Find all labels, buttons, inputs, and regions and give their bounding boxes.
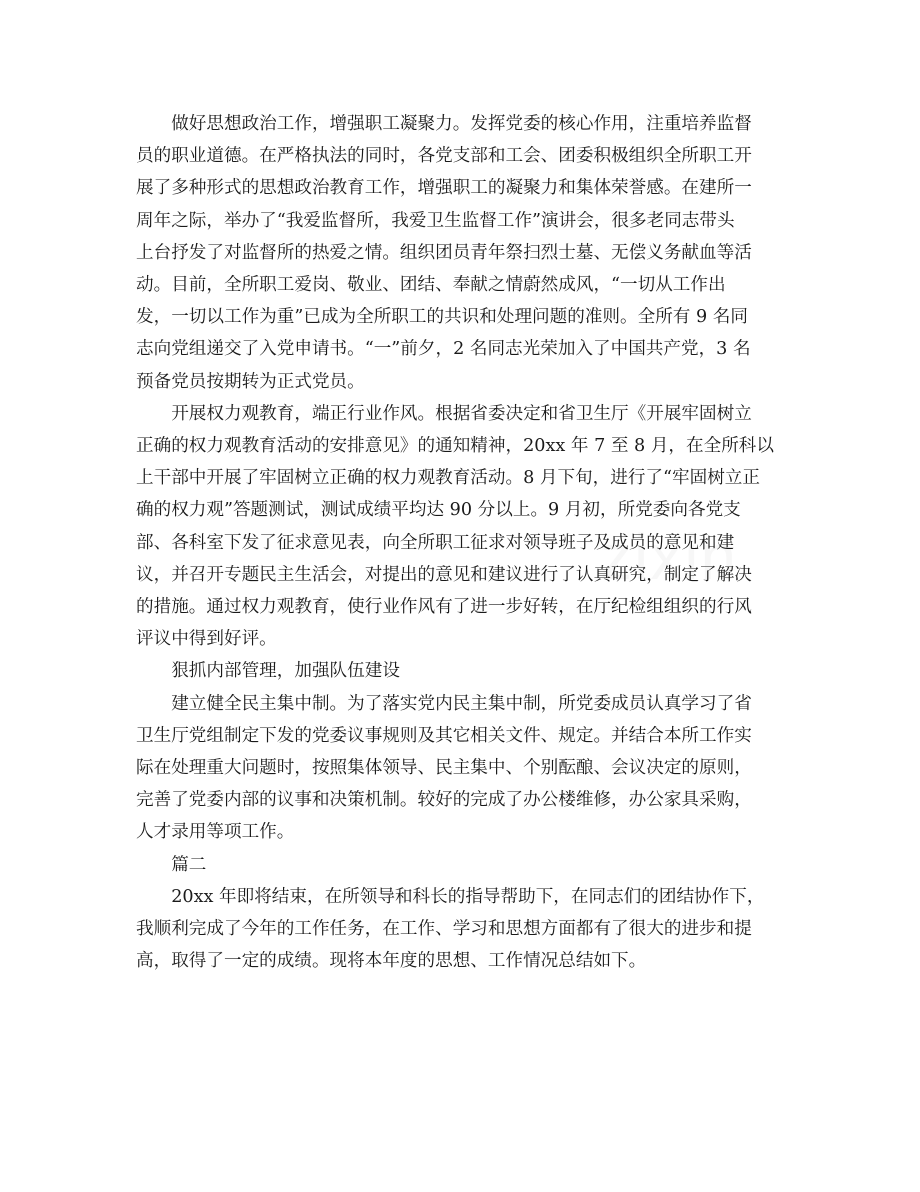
section-heading-internal-management: 狠抓内部管理，加强队伍建设 [171,661,400,682]
paragraph-ideological-work: 做好思想政治工作，增强职工凝聚力。发挥党委的核心作用，注重培养监督 员的职业道德。在严格执法的同时，各党支部和工会、团委积极组织全所职工开 展了多种形式的思想政治教育工作，增强职工的凝聚力和集体荣誉感。在建所一 周年之际，举办了“我爱监督所，我爱卫生监督工作”演讲会，很多老同志带头 上台抒发了对监督所的热爱之情。组织团员青年祭扫烈士墓、无偿义务献血等活 动。目前，全所职工爱岗、敬业、团结、奉献之情蔚然成风，“一切从工作出 发，一切以工作为重”已成为全所职工的共识和处理问题的准则。全所有 9 名同 志向党组递交了入党申请书。“一”前夕，2 名同志光荣加入了中国共产党，3 名 预备党员按期转为正式党员。 [136,114,752,392]
paragraph-democratic-centralism: 建立健全民主集中制。为了落实党内民主集中制，所党委成员认真学习了省 卫生厅党组制定下发的党委议事规则及其它相关文件、规定。并结合本所工作实 际在处理重大问题时，按照集体领导、民主集中、个别酝酿、会议决定的原则， 完善了党委内部的议事和决策机制。较好的完成了办公楼维修，办公家具采购， 人才录用等项工作。 [136,693,752,843]
section-heading-part-two: 篇二 [171,854,207,875]
paragraph-annual-summary-intro: 20xx 年即将结束，在所领导和科长的指导帮助下，在同志们的团结协作下， 我顺利完成了今年的工作任务，在工作、学习和思想方面都有了很大的进步和提 高，取得了一定的成绩。现将本年度的思想、工作情况总结如下。 [136,886,765,972]
paragraph-power-view-education: 开展权力观教育，端正行业作风。根据省委决定和省卫生厅《开展牢固树立 正确的权力观教育活动的安排意见》的通知精神，20xx 年 7 至 8 月，在全所科以 上干部中开展了牢固树立正确的权力观教育活动。8 月下旬，进行了“牢固树立正 确的权力观”答题测试，测试成绩平均达 90 分以上。9 月初，所党委向各党支 部、各科室下发了征求意见表，向全所职工征求对领导班子及成员的意见和建 议，并召开专题民主生活会，对提出的意见和建议进行了认真研究，制定了解决 的措施。通过权力观教育，使行业作风有了进一步好转，在厅纪检组组织的行风 评议中得到好评。 [136,403,774,650]
document-body [136,108,790,977]
